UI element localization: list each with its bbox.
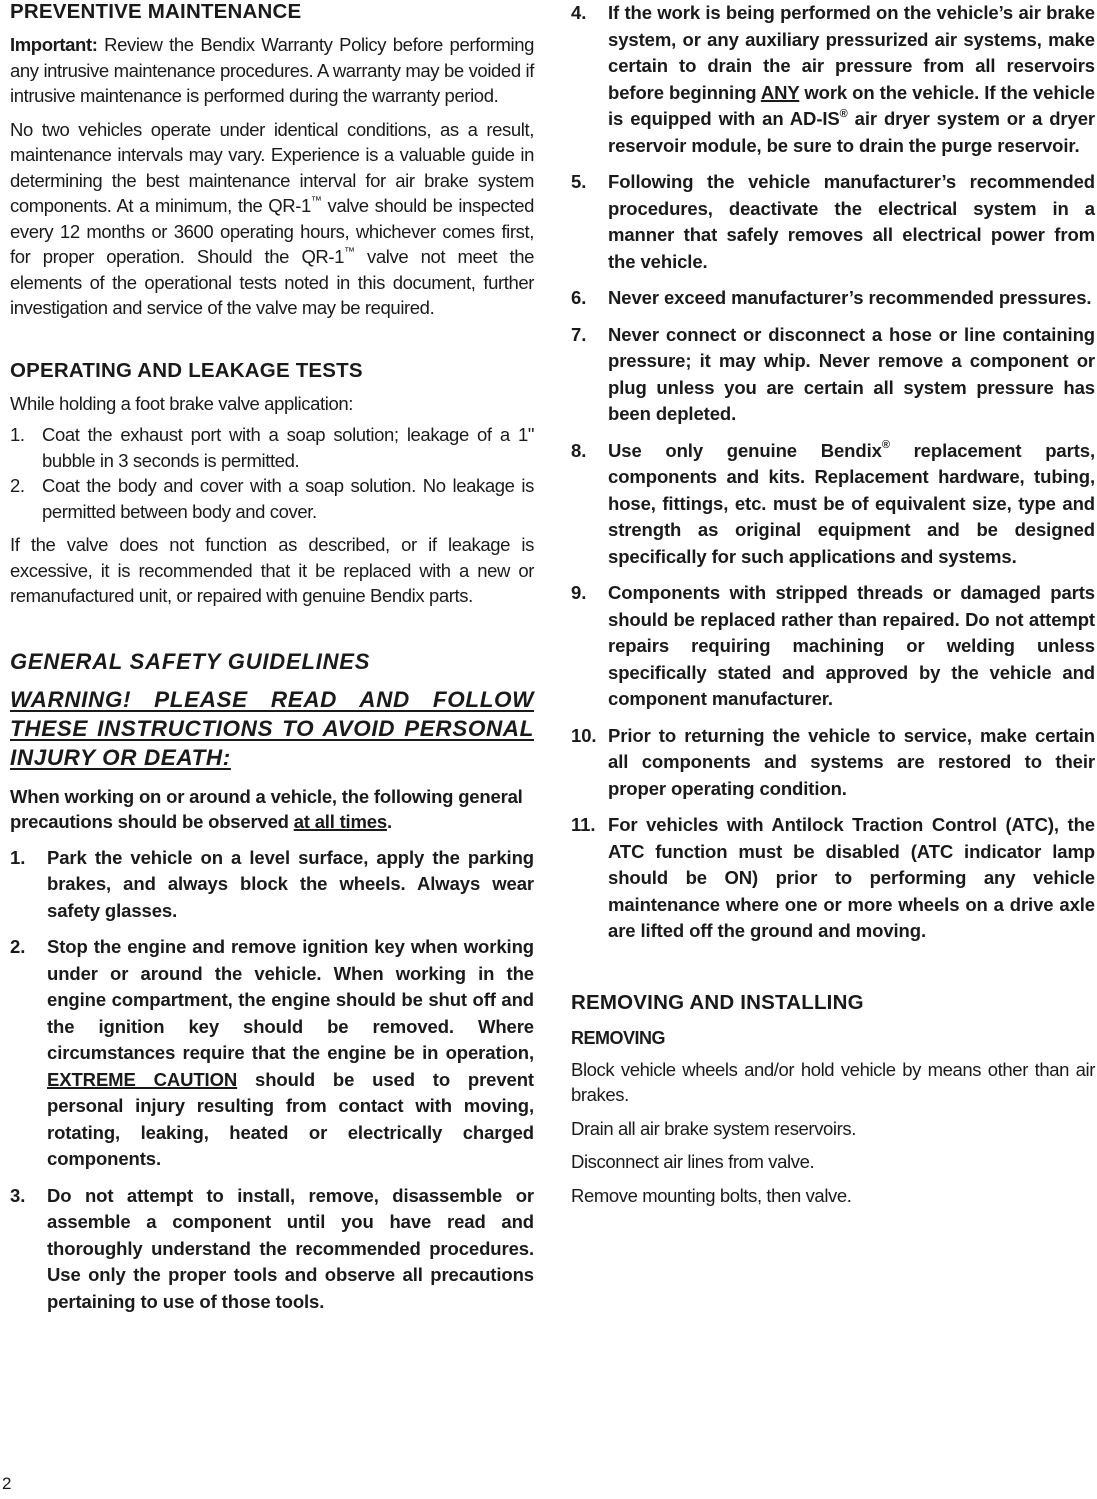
list-text: For vehicles with Antilock Traction Control (ATC), the ATC function must be disabled (ATC indicator lamp should be ON) prior to performing any vehicle maintenance where one or more wheels on a drive axle are lifted off the ground and moving. <box>608 814 1095 941</box>
safety-list-right <box>571 0 1095 945</box>
list-item <box>571 0 1095 159</box>
safety-intro-emphasis: at all times <box>293 811 387 832</box>
important-paragraph <box>10 32 534 109</box>
list-number: 6. <box>571 287 587 308</box>
list-text: Following the vehicle manufacturer’s recommended procedures, deactivate the electrical system in a manner that safely removes all electrical power from the vehicle. <box>608 171 1095 272</box>
list-text <box>608 0 1095 159</box>
item-text-a: Stop the engine and remove ignition key when working under or around the vehicle. When working in the engine compartment, the engine should be shut off and the ignition key should be removed. Where circumstances require that the engine be in operation, <box>47 936 534 1063</box>
preventive-maintenance-section <box>10 0 534 321</box>
safety-intro-end: . <box>386 811 392 832</box>
removing-step: Drain all air brake system reservoirs. <box>571 1117 856 1139</box>
list-text: Coat the body and cover with a soap solution. No leakage is permitted between body and cover. <box>42 475 534 522</box>
list-item <box>10 845 534 925</box>
important-label: Important: <box>10 34 98 55</box>
list-number: 3. <box>10 1184 26 1206</box>
right-column <box>571 0 1095 1208</box>
list-number: 2. <box>10 936 26 957</box>
item-text-a: Use only genuine Bendix <box>608 439 882 461</box>
list-number: 5. <box>571 171 587 192</box>
general-safety-section <box>10 649 534 1316</box>
removing-step: Block vehicle wheels and/or hold vehicle by means other than air brakes. <box>571 1058 1095 1105</box>
left-column <box>10 0 534 1315</box>
list-number: 4. <box>571 2 587 23</box>
removing-installing-heading: REMOVING AND INSTALLING <box>571 990 864 1014</box>
list-number: 1. <box>10 424 25 445</box>
registered-mark: ® <box>839 107 848 120</box>
removing-step: Remove mounting bolts, then valve. <box>571 1184 852 1206</box>
list-text: Coat the exhaust port with a soap solution; leakage of a 1" bubble in 3 seconds is permitted. <box>42 424 534 471</box>
list-text: Park the vehicle on a level surface, apply the parking brakes, and always block the wheels. Always wear safety glasses. <box>47 846 534 921</box>
list-text: Components with stripped threads or damaged parts should be replaced rather than repaired. Do not attempt repairs requiring machining or welding unless specifically stated and approved by the vehicle and component manufacturer. <box>608 582 1095 709</box>
list-number: 11. <box>571 814 596 835</box>
removing-step: Disconnect air lines from valve. <box>571 1151 815 1172</box>
list-item <box>571 580 1095 713</box>
list-item <box>571 285 1095 312</box>
trademark-mark: ™ <box>344 245 355 258</box>
interval-text-b: valve should be inspected every 12 months or 3600 operating hours, whichever comes first, for proper operation. Should the QR-1 <box>10 195 535 267</box>
operating-intro: While holding a foot brake valve application: <box>10 392 353 414</box>
item-text-b: should be used to prevent personal injury resulting from contact with moving, rotating, leaking, heated or electrically charged components. <box>47 1068 534 1169</box>
safety-warning: WARNING! PLEASE READ AND FOLLOW THESE INSTRUCTIONS TO AVOID PERSONAL INJURY OR DEATH: <box>10 686 534 770</box>
list-item <box>571 322 1095 428</box>
any-emphasis: ANY <box>760 81 800 103</box>
maintenance-interval-paragraph <box>10 117 534 321</box>
important-text: Review the Bendix Warranty Policy before performing any intrusive maintenance procedures. A warranty may be voided if intrusive maintenance is performed during the warranty period. <box>10 34 534 106</box>
list-item <box>571 438 1095 571</box>
list-text: Never connect or disconnect a hose or line containing pressure; it may whip. Never remove a component or plug unless you are certain all system pressure has been depleted. <box>608 323 1095 424</box>
list-number: 10. <box>571 724 597 746</box>
list-text: Never exceed manufacturer’s recommended pressures. <box>608 287 1092 308</box>
list-text <box>608 438 1095 571</box>
leakage-test-list <box>10 422 534 524</box>
removing-installing-section <box>571 991 1095 1209</box>
list-item <box>10 1183 534 1316</box>
item-text-c: air dryer system or a dryer reservoir module, be sure to drain the purge reservoir. <box>608 108 1096 156</box>
list-item <box>10 422 534 473</box>
operating-leakage-heading: OPERATING AND LEAKAGE TESTS <box>10 358 363 382</box>
list-item <box>10 934 534 1173</box>
safety-intro <box>10 784 534 835</box>
safety-title: GENERAL SAFETY GUIDELINES <box>10 648 371 674</box>
list-text <box>47 934 534 1173</box>
trademark-mark: ™ <box>310 194 322 207</box>
list-item <box>10 473 534 524</box>
operating-leakage-section <box>10 359 534 609</box>
safety-intro-text: When working on or around a vehicle, the following general precautions should be observed <box>10 785 523 832</box>
list-item <box>571 812 1095 945</box>
safety-list-left <box>10 845 534 1316</box>
item-text-a: If the work is being performed on the vehicle’s air brake system, or any auxiliary pressurized air systems, make certain to drain the air pressure from all reservoirs before beginning <box>608 2 1095 103</box>
list-number: 9. <box>571 582 587 603</box>
interval-text-a: No two vehicles operate under identical conditions, as a result, maintenance intervals may vary. Experience is a valuable guide in determining the best maintenance interval for air brake system components. At a minimum, the QR-1 <box>10 118 534 216</box>
list-number: 1. <box>10 846 26 868</box>
item-text-b: replacement parts, components and kits. Replacement hardware, tubing, hose, fittings, etc. must be of equivalent size, type and strength as original equipment and be designed specifically for such applications and systems. <box>608 439 1095 567</box>
item-text-b: work on the vehicle. If the vehicle is equipped with an AD-IS <box>608 81 1095 129</box>
interval-text-c: valve not meet the elements of the operational tests noted in this document, further investigation and service of the valve may be required. <box>10 246 534 318</box>
registered-mark: ® <box>881 439 890 452</box>
list-text: Do not attempt to install, remove, disassemble or assemble a component until you have read and thoroughly understand the recommended procedures. Use only the proper tools and observe all precautions pertaining to use of those tools. <box>47 1184 534 1312</box>
list-text: Prior to returning the vehicle to service, make certain all components and systems are restored to their proper operating condition. <box>608 724 1095 799</box>
page-number: 2 <box>2 1474 12 1493</box>
list-number: 7. <box>571 323 587 345</box>
preventive-maintenance-heading: PREVENTIVE MAINTENANCE <box>10 0 302 23</box>
removing-subheading: REMOVING <box>571 1027 666 1048</box>
list-number: 2. <box>10 475 25 496</box>
list-item <box>571 169 1095 275</box>
operating-closing-paragraph: If the valve does not function as described, or if leakage is excessive, it is recommended that it be replaced with a new or remanufactured unit, or repaired with genuine Bendix parts. <box>10 534 534 606</box>
extreme-caution-emphasis: EXTREME CAUTION <box>47 1068 238 1090</box>
list-item <box>571 723 1095 803</box>
list-number: 8. <box>571 439 587 461</box>
